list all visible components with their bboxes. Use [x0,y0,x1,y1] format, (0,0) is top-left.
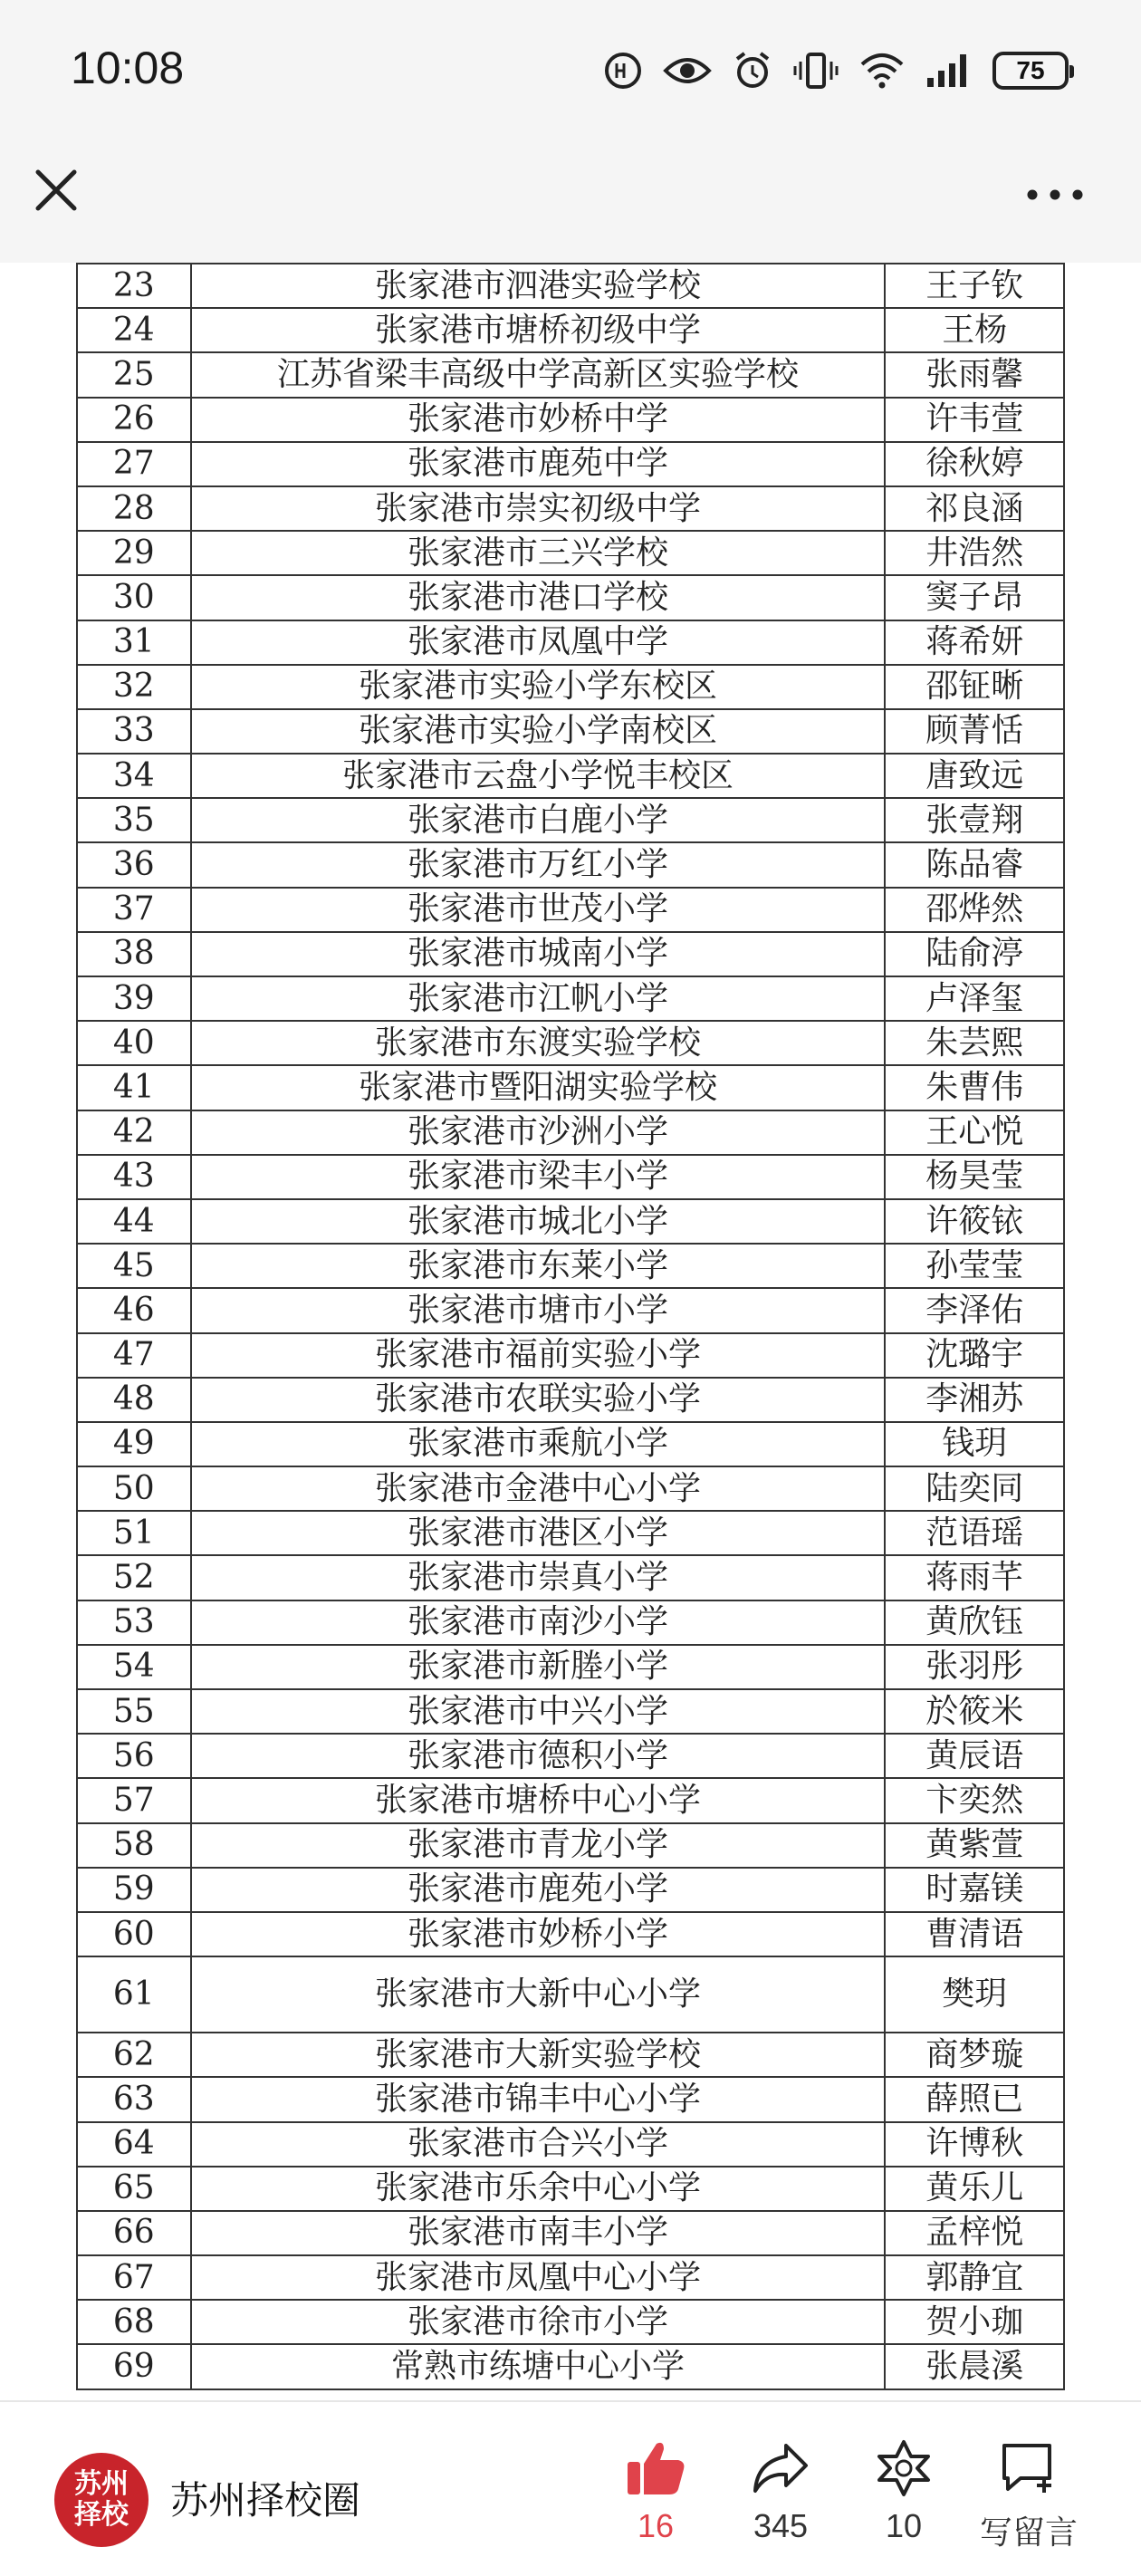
row-student-name: 窦子昂 [885,575,1064,620]
row-number: 29 [77,531,191,575]
row-number: 59 [77,1868,191,1912]
table-row [77,1288,1064,1332]
table-row [77,1868,1064,1912]
row-number: 48 [77,1378,191,1422]
row-number: 57 [77,1778,191,1822]
row-number: 50 [77,1466,191,1511]
roster-table [76,263,1065,2390]
row-student-name: 时嘉镁 [885,1868,1064,1912]
row-number: 58 [77,1823,191,1868]
row-school: 张家港市城南小学 [191,932,886,976]
row-number: 24 [77,308,191,352]
row-number: 65 [77,2167,191,2211]
row-student-name: 邵钲晰 [885,665,1064,709]
row-number: 26 [77,398,191,442]
row-school: 张家港市中兴小学 [191,1689,886,1734]
table-row [77,709,1064,754]
row-number: 56 [77,1734,191,1778]
row-student-name: 顾菁恬 [885,709,1064,754]
row-school: 张家港市新塍小学 [191,1645,886,1689]
row-number: 45 [77,1244,191,1288]
row-number: 38 [77,932,191,976]
row-school: 张家港市南沙小学 [191,1600,886,1645]
share-arrow-icon [750,2438,811,2498]
table-row [77,1956,1064,2033]
row-school: 张家港市妙桥小学 [191,1912,886,1956]
row-student-name: 李湘苏 [885,1378,1064,1422]
row-school: 张家港市金港中心小学 [191,1466,886,1511]
row-student-name: 李泽佑 [885,1288,1064,1332]
row-school: 张家港市沙洲小学 [191,1110,886,1155]
row-school: 张家港市崇真小学 [191,1555,886,1600]
row-student-name: 王心悦 [885,1110,1064,1155]
row-student-name: 张羽彤 [885,1645,1064,1689]
row-school: 张家港市泗港实验学校 [191,264,886,308]
row-number: 47 [77,1333,191,1378]
row-student-name: 朱曹伟 [885,1065,1064,1110]
row-school: 张家港市凤凰中心小学 [191,2255,886,2300]
logo-text-line1: 苏州 [74,2468,129,2500]
table-row [77,1199,1064,1244]
row-school: 张家港市乘航小学 [191,1422,886,1466]
row-school: 张家港市港口学校 [191,575,886,620]
row-school: 张家港市白鹿小学 [191,798,886,842]
row-student-name: 许筱铱 [885,1199,1064,1244]
row-student-name: 陈品睿 [885,842,1064,887]
row-school: 张家港市东渡实验学校 [191,1021,886,1065]
row-student-name: 黄乐儿 [885,2167,1064,2211]
row-student-name: 商梦璇 [885,2033,1064,2077]
table-row [77,1912,1064,1956]
share-button[interactable] [717,2438,844,2556]
row-student-name: 蒋希妍 [885,620,1064,665]
row-number: 42 [77,1110,191,1155]
row-student-name: 郭静宜 [885,2255,1064,2300]
row-number: 68 [77,2300,191,2344]
table-row [77,976,1064,1021]
row-student-name: 卢泽玺 [885,976,1064,1021]
row-number: 37 [77,888,191,932]
row-school: 张家港市大新中心小学 [191,1956,886,2033]
row-school: 张家港市南丰小学 [191,2211,886,2255]
row-school: 江苏省梁丰高级中学高新区实验学校 [191,352,886,397]
recommend-star-icon [874,2438,934,2498]
comment-add-icon [997,2438,1060,2498]
table-row [77,798,1064,842]
table-row [77,1466,1064,1511]
row-school: 张家港市德积小学 [191,1734,886,1778]
row-school: 张家港市塘桥初级中学 [191,308,886,352]
logo-text-line2: 择校 [74,2499,129,2531]
row-number: 44 [77,1199,191,1244]
row-school: 张家港市塘桥中心小学 [191,1778,886,1822]
row-number: 43 [77,1155,191,1199]
hd-call-icon [603,51,643,91]
table-row [77,2255,1064,2300]
table-row [77,2211,1064,2255]
nav-bar [0,145,1141,263]
row-student-name: 王杨 [885,308,1064,352]
row-school: 张家港市鹿苑小学 [191,1868,886,1912]
account-name[interactable]: 苏州择校圈 [170,2478,361,2523]
row-student-name: 王子钦 [885,264,1064,308]
row-number: 35 [77,798,191,842]
row-school: 张家港市梁丰小学 [191,1155,886,1199]
wifi-icon [858,52,906,90]
row-number: 46 [77,1288,191,1332]
row-number: 61 [77,1956,191,2033]
signal-icon [925,53,973,89]
row-student-name: 邵烨然 [885,888,1064,932]
row-number: 63 [77,2077,191,2121]
battery-icon: 75 [992,52,1069,90]
row-school: 张家港市暨阳湖实验学校 [191,1065,886,1110]
row-school: 张家港市实验小学东校区 [191,665,886,709]
row-school: 张家港市东莱小学 [191,1244,886,1288]
more-options-icon[interactable] [1023,181,1087,208]
row-student-name: 唐致远 [885,754,1064,798]
table-row [77,398,1064,442]
table-row [77,308,1064,352]
table-row [77,1065,1064,1110]
table-row [77,1244,1064,1288]
row-student-name: 黄欣钰 [885,1600,1064,1645]
table-row [77,2077,1064,2121]
row-number: 32 [77,665,191,709]
table-row [77,531,1064,575]
table-row [77,932,1064,976]
status-time: 10:08 [71,43,185,93]
recommend-button[interactable] [840,2438,967,2556]
row-school: 张家港市青龙小学 [191,1823,886,1868]
row-school: 张家港市徐市小学 [191,2300,886,2344]
vibrate-icon [793,51,839,91]
row-number: 51 [77,1511,191,1555]
row-school: 张家港市港区小学 [191,1511,886,1555]
row-number: 27 [77,442,191,486]
row-school: 张家港市崇实初级中学 [191,486,886,531]
row-school: 张家港市三兴学校 [191,531,886,575]
table-row [77,352,1064,397]
row-number: 69 [77,2344,191,2389]
table-row [77,1555,1064,1600]
table-row [77,1333,1064,1378]
table-row [77,620,1064,665]
table-row [77,888,1064,932]
share-count: 345 [753,2507,809,2544]
row-student-name: 樊玥 [885,1956,1064,2033]
row-school: 张家港市云盘小学悦丰校区 [191,754,886,798]
row-student-name: 薛照已 [885,2077,1064,2121]
table-row [77,2122,1064,2167]
row-school: 张家港市世茂小学 [191,888,886,932]
row-student-name: 张晨溪 [885,2344,1064,2389]
row-student-name: 许博秋 [885,2122,1064,2167]
row-school: 张家港市妙桥中学 [191,398,886,442]
row-school: 张家港市凤凰中学 [191,620,886,665]
thumbs-up-icon [624,2438,687,2498]
row-school: 张家港市塘市小学 [191,1288,886,1332]
row-school: 张家港市实验小学南校区 [191,709,886,754]
row-number: 52 [77,1555,191,1600]
row-student-name: 祁良涵 [885,486,1064,531]
table-row [77,1378,1064,1422]
recommend-count: 10 [885,2507,923,2544]
row-student-name: 杨昊莹 [885,1155,1064,1199]
row-student-name: 蒋雨芊 [885,1555,1064,1600]
table-row [77,2300,1064,2344]
row-student-name: 孙莹莹 [885,1244,1064,1288]
row-student-name: 张壹翔 [885,798,1064,842]
row-school: 张家港市大新实验学校 [191,2033,886,2077]
row-school: 张家港市农联实验小学 [191,1378,886,1422]
row-number: 62 [77,2033,191,2077]
account-logo[interactable] [54,2453,149,2547]
table-row [77,1511,1064,1555]
row-number: 49 [77,1422,191,1466]
row-number: 55 [77,1689,191,1734]
row-number: 30 [77,575,191,620]
row-number: 67 [77,2255,191,2300]
row-number: 54 [77,1645,191,1689]
table-row [77,754,1064,798]
article-content[interactable] [0,263,1141,2400]
table-row [77,1155,1064,1199]
row-student-name: 许韦萱 [885,398,1064,442]
like-button[interactable] [592,2438,719,2556]
close-icon[interactable] [29,163,83,217]
table-row [77,842,1064,887]
row-number: 36 [77,842,191,887]
row-school: 常熟市练塘中心小学 [191,2344,886,2389]
row-student-name: 贺小珈 [885,2300,1064,2344]
row-student-name: 徐秋婷 [885,442,1064,486]
row-student-name: 陆俞渟 [885,932,1064,976]
row-student-name: 陆奕同 [885,1466,1064,1511]
table-row [77,1422,1064,1466]
row-number: 39 [77,976,191,1021]
row-student-name: 朱芸熙 [885,1021,1064,1065]
table-row [77,1600,1064,1645]
table-row [77,486,1064,531]
table-row [77,1778,1064,1822]
row-number: 60 [77,1912,191,1956]
row-student-name: 黄辰语 [885,1734,1064,1778]
status-icons [603,45,1069,96]
row-student-name: 井浩然 [885,531,1064,575]
row-number: 64 [77,2122,191,2167]
table-row [77,264,1064,308]
table-row [77,1823,1064,1868]
table-row [77,665,1064,709]
table-row [77,2167,1064,2211]
row-school: 张家港市城北小学 [191,1199,886,1244]
row-number: 23 [77,264,191,308]
row-number: 34 [77,754,191,798]
row-school: 张家港市合兴小学 [191,2122,886,2167]
table-row [77,1021,1064,1065]
row-student-name: 范语瑶 [885,1511,1064,1555]
table-row [77,442,1064,486]
row-number: 41 [77,1065,191,1110]
table-row [77,1734,1064,1778]
row-number: 40 [77,1021,191,1065]
row-student-name: 曹清语 [885,1912,1064,1956]
row-number: 33 [77,709,191,754]
comment-label: 写留言 [979,2514,1078,2551]
table-row [77,1689,1064,1734]
table-row [77,1110,1064,1155]
row-student-name: 钱玥 [885,1422,1064,1466]
table-row [77,2033,1064,2077]
row-school: 张家港市乐余中心小学 [191,2167,886,2211]
row-school: 张家港市万红小学 [191,842,886,887]
row-number: 53 [77,1600,191,1645]
alarm-icon [732,50,773,91]
table-row [77,2344,1064,2389]
eye-icon [663,53,712,89]
table-row [77,1645,1064,1689]
row-student-name: 黄紫萱 [885,1823,1064,1868]
row-number: 28 [77,486,191,531]
row-number: 31 [77,620,191,665]
row-number: 25 [77,352,191,397]
row-student-name: 沈璐宇 [885,1333,1064,1378]
row-student-name: 於筱米 [885,1689,1064,1734]
row-school: 张家港市江帆小学 [191,976,886,1021]
status-bar [0,0,1141,145]
comment-button[interactable] [965,2438,1092,2556]
row-school: 张家港市锦丰中心小学 [191,2077,886,2121]
row-school: 张家港市鹿苑中学 [191,442,886,486]
row-number: 66 [77,2211,191,2255]
bottom-bar [0,2400,1141,2576]
row-student-name: 张雨馨 [885,352,1064,397]
row-student-name: 卞奕然 [885,1778,1064,1822]
row-student-name: 孟梓悦 [885,2211,1064,2255]
row-school: 张家港市福前实验小学 [191,1333,886,1378]
table-row [77,575,1064,620]
like-count: 16 [637,2507,675,2544]
